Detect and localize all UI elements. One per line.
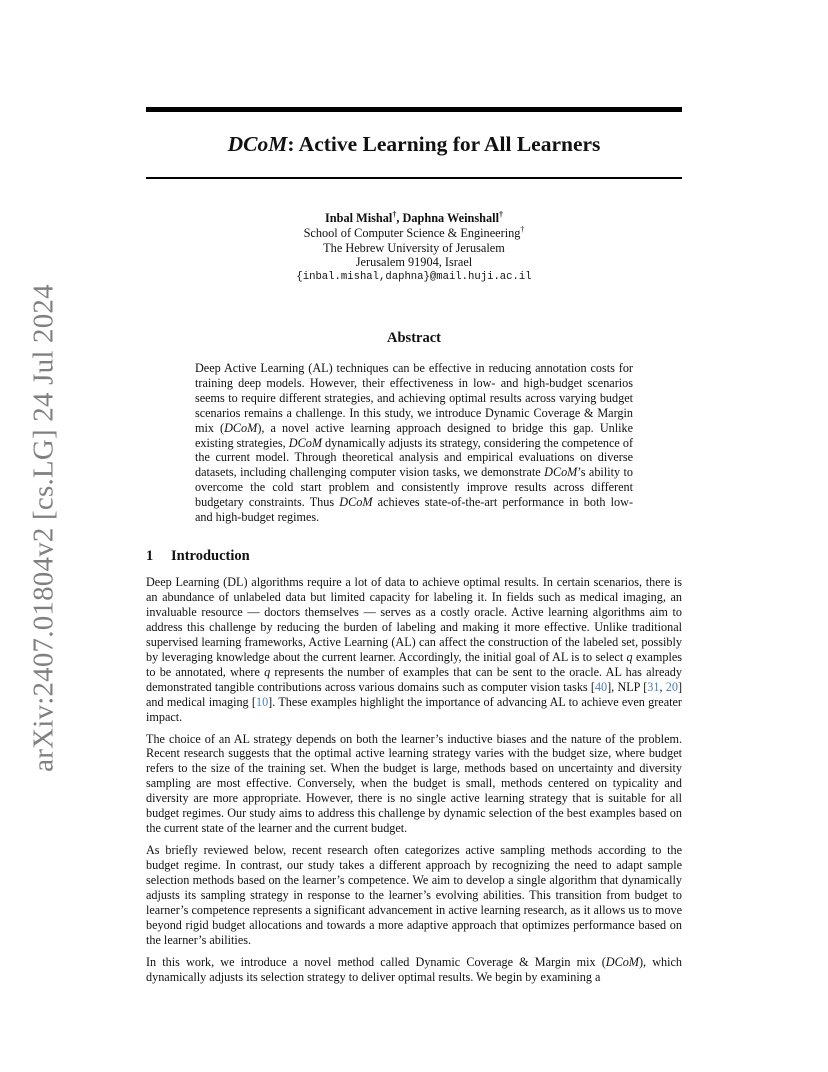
- dagger-mark: †: [498, 209, 503, 219]
- citation-link[interactable]: 31: [647, 679, 660, 694]
- paragraph: In this work, we introduce a novel method called Dynamic Coverage & Margin mix (DCoM), which dynamically adjusts its selection strategy to deliver optimal results. We begin by examining a: [146, 954, 683, 984]
- title-text: : Active Learning for All Learners: [287, 132, 601, 156]
- affiliation-department: School of Computer Science & Engineering†: [303, 224, 525, 240]
- author-name-1: Inbal Mishal: [325, 211, 393, 225]
- affiliation-city: Jerusalem 91904, Israel: [355, 255, 473, 270]
- paragraph: Deep Learning (DL) algorithms require a lot of data to achieve optimal results. In certain scenarios, there is an abundance of unlabeled data but limited capacity for labeling it. In fields such as medical imaging, an invaluable resource — doctors themselves — serves as a costly oracle. Active learning algorithms aim to address this challenge by reducing the burden of labeling and making it more effective. Unlike traditional supervised learning frameworks, Active Learning (AL) can affect the construction of the labeled set, possibly by leveraging knowledge about the current learner. Accordingly, the initial goal of AL is to select q examples to be annotated, where q represents the number of examples that can be sent to the oracle. AL has already demonstrated tangible contributions across various domains such as computer vision tasks [40], NLP [31, 20] and medical imaging [10]. These examples highlight the importance of advancing AL to achieve even greater impact.: [146, 575, 682, 724]
- introduction-body: [146, 575, 682, 992]
- abstract-heading: Abstract: [387, 330, 441, 346]
- author-email: {inbal.mishal,daphna}@mail.huji.ac.il: [296, 271, 532, 284]
- author-names: Inbal Mishal†, Daphna Weinshall†: [325, 209, 503, 225]
- paper-title: [146, 128, 682, 160]
- arxiv-identifier-stamp: arXiv:2407.01804v2 [cs.LG] 24 Jul 2024: [27, 284, 60, 772]
- dagger-mark: †: [392, 209, 397, 219]
- section-title: Introduction: [171, 548, 250, 564]
- title-method-name: DCoM: [227, 132, 288, 156]
- section-number: 1: [146, 548, 154, 564]
- paragraph: As briefly reviewed below, recent research often categorizes active sampling methods according to the budget regime. In contrast, our study takes a different approach by recognizing the need to adapt sample selection methods based on the learner’s competence. We aim to develop a single algorithm that dynamically adjusts its sampling strategy in response to the learner’s evolving abilities. This transition from budget to learner’s competence represents a significant advancement in active learning research, as it allows us to move beyond rigid budget allocations and towards a more adaptive approach that optimizes performance based on the learner’s abilities.: [146, 843, 682, 947]
- affiliation-university: The Hebrew University of Jerusalem: [323, 240, 505, 255]
- citation-link[interactable]: 10: [255, 694, 269, 709]
- title-bottom-rule: [146, 177, 682, 179]
- paragraph: The choice of an AL strategy depends on both the learner’s inductive biases and the nature of the problem. Recent research suggests that the optimal active learning strategy varies with the budget size, where budget refers to the size of the training set. When the budget is large, methods based on uncertainty and diversity sampling are most effective. Conversely, when the budget is small, methods centered on typicality and diversity are more appropriate. However, there is no single active learning strategy that is suitable for all budget regimes. Our study aims to address this challenge by dynamic selection of the best examples based on the current state of the learner and the current budget.: [146, 731, 682, 836]
- author-block: [146, 211, 682, 285]
- abstract-text: Deep Active Learning (AL) techniques can be effective in reducing annotation costs for training deep models. However, their effectiveness in low- and high-budget scenarios seems to require different strategies, and achieving optimal results across varying budget scenarios remains a challenge. In this study, we introduce Dynamic Coverage & Margin mix (DCoM), a novel active learning approach designed to bridge this gap. Unlike existing strategies, DCoM dynamically adjusts its strategy, considering the competence of the current model. Through theoretical analysis and empirical evaluations on diverse datasets, including challenging computer vision tasks, we demonstrate DCoM’s ability to overcome the cold start problem and consistently improve results across different budgetary constraints. Thus DCoM achieves state-of-the-art performance in both low- and high-budget regimes.: [195, 361, 634, 525]
- citation-link[interactable]: 40: [594, 679, 608, 694]
- dagger-mark: †: [520, 224, 525, 234]
- title-top-rule: [146, 107, 682, 112]
- section-heading-introduction: [146, 548, 250, 565]
- author-name-2: Daphna Weinshall: [402, 211, 499, 225]
- citation-link[interactable]: 20: [665, 679, 678, 694]
